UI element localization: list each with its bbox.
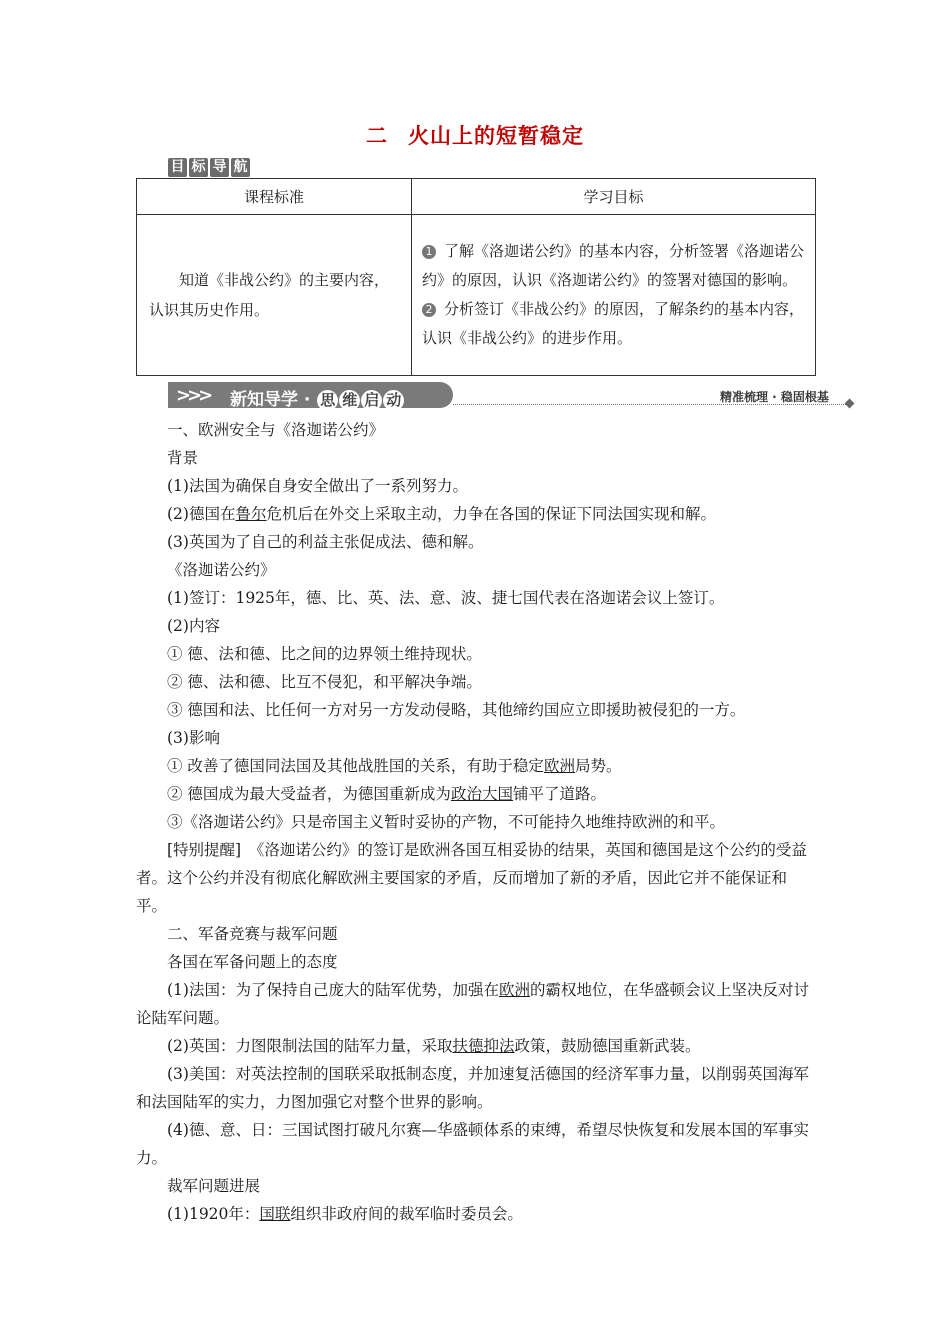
chevron-icon: >>>	[176, 385, 210, 406]
goal-item: 1 了解《洛迦诺公约》的基本内容，分析签署《洛迦诺公约》的原因，认识《洛迦诺公约》的签署对德国的影响。	[422, 242, 805, 289]
goals-cell	[412, 215, 816, 376]
main-content: 一、欧洲安全与《洛迦诺公约》 背景 (1)法国为确保自身安全做出了一系列努力。 (2)德国在鲁尔危机后在外交上采取主动，力争在各国的保证下同法国实现和解。 (3)英国为了自己的利益主张促成法、德和解。 《洛迦诺公约》 (1)签订：1925年，德、比、英、法、意、波、捷七国代表在洛迦诺会议上签订。 (2)内容 ① 德、法和德、比之间的边界领土维持现状。 ② 德、法和德、比互不侵犯，和平解决争端。 ③ 德国和法、比任何一方对另一方发动侵略，其他缔约国应立即援助被侵犯的一方。 (3)影响 ① 改善了德国同法国及其他战胜国的关系，有助于稳定欧洲局势。 ② 德国成为最大受益者，为德国重新成为政治大国铺平了道路。 ③《洛迦诺公约》只是帝国主义暂时妥协的产物，不可能持久地维持欧洲的和平。 [特别提醒] 《洛迦诺公约》的签订是欧洲各国互相妥协的结果，英国和德国是这个公约的受益者。这个公约并没有彻底化解欧洲主要国家的矛盾，反而增加了新的矛盾，因此它并不能保证和平。 二、军备竞赛与裁军问题 各国在军备问题上的态度 (1)法国：为了保持自己庞大的陆军优势，加强在欧洲的霸权地位，在华盛顿会议上坚决反对讨论陆军问题。 (2)英国：力图限制法国的陆军力量，采取扶德抑法政策，鼓励德国重新武装。 (3)美国：对英法控制的国联采取抵制态度，并加速复活德国的经济军事力量，以削弱英国海军和法国陆军的实力，力图加强它对整个世界的影响。 (4)德、意、日：三国试图打破凡尔赛—华盛顿体系的束缚，希望尽快恢复和发展本国的军事实力。 裁军问题进展 (1)1920年：国联组织非政府间的裁军临时委员会。	[136, 416, 816, 1228]
goals-table	[136, 178, 816, 376]
section-heading: 一、欧洲安全与《洛迦诺公约》	[167, 421, 385, 439]
header-goals: 学习目标	[412, 179, 816, 215]
banner-tagline: 精准梳理 · 稳固根基	[720, 390, 829, 404]
goal-number-icon: 2	[422, 303, 436, 317]
goal-item: 2 分析签订《非战公约》的原因，了解条约的基本内容，认识《非战公约》的进步作用。	[422, 300, 805, 347]
special-note: [特别提醒] 《洛迦诺公约》的签订是欧洲各国互相妥协的结果，英国和德国是这个公约的受益者。这个公约并没有彻底化解欧洲主要国家的矛盾，反而增加了新的矛盾，因此它并不能保证和平。	[136, 841, 807, 915]
section-banner: >>> 新知导学 · 思 维 启 动 精准梳理 · 稳固根基	[168, 382, 858, 410]
page-title: 二 火山上的短暂稳定	[366, 124, 584, 148]
section-heading: 二、军备竞赛与裁军问题	[167, 925, 338, 943]
diamond-icon	[845, 399, 855, 409]
header-standard: 课程标准	[137, 179, 412, 215]
standard-cell: 知道《非战公约》的主要内容，认识其历史作用。	[137, 215, 412, 376]
goal-number-icon: 1	[422, 245, 436, 259]
section-badge-goals: 目 标 导 航	[168, 158, 250, 178]
